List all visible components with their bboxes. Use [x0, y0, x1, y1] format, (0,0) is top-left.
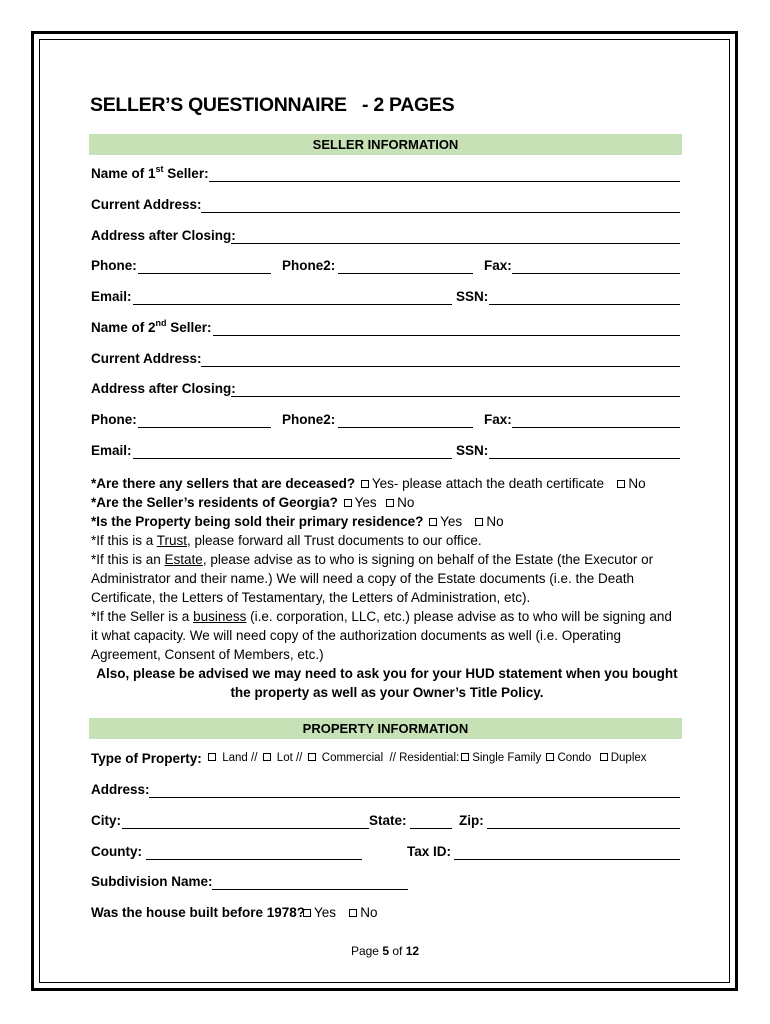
city-state-zip-row	[91, 813, 681, 833]
second-fax-label: Fax:	[484, 412, 512, 427]
second-seller-name-label: Name of 2nd Seller:	[91, 318, 212, 335]
property-type-label: Type of Property:	[91, 751, 202, 766]
business-note-line2: it what capacity. We will need copy of the authorization documents as well (i.e. Operating	[91, 628, 622, 643]
first-ssn-field[interactable]	[489, 304, 680, 305]
built-before-1978-row: Was the house built before 1978? Yes No	[91, 905, 378, 920]
second-current-address-field[interactable]	[201, 366, 680, 367]
second-address-after-closing-label: Address after Closing:	[91, 381, 236, 396]
built-1978-yes-checkbox[interactable]	[303, 909, 311, 917]
trust-note: *If this is a Trust, please forward all Trust documents to our office.	[91, 533, 482, 548]
lot-checkbox[interactable]	[263, 753, 271, 761]
first-email-row	[91, 289, 681, 309]
second-phone-row	[91, 412, 681, 432]
subdivision-row	[91, 874, 681, 894]
single-family-checkbox[interactable]	[461, 753, 469, 761]
second-ssn-label: SSN:	[456, 443, 489, 458]
estate-note-line1: *If this is an Estate, please advise as to who is signing on behalf of the Estate (the Executor or	[91, 552, 654, 567]
first-fax-field[interactable]	[512, 273, 680, 274]
second-current-address-label: Current Address:	[91, 351, 202, 366]
zip-field[interactable]	[487, 828, 680, 829]
second-phone-label: Phone:	[91, 412, 137, 427]
second-address-after-closing-field[interactable]	[231, 396, 680, 397]
second-phone-field[interactable]	[138, 427, 271, 428]
first-current-address-row	[91, 197, 681, 217]
zip-label: Zip:	[459, 813, 484, 828]
deceased-no-checkbox[interactable]	[617, 480, 625, 488]
page-number: Page 5 of 12	[350, 944, 420, 958]
county-taxid-row	[91, 844, 681, 864]
property-address-field[interactable]	[149, 797, 680, 798]
tax-id-field[interactable]	[454, 859, 680, 860]
advise-note-line1: Also, please be advised we may need to ask you for your HUD statement when you bought	[96, 666, 678, 681]
second-ssn-field[interactable]	[489, 458, 680, 459]
georgia-yes-checkbox[interactable]	[344, 499, 352, 507]
subdivision-field[interactable]	[212, 889, 408, 890]
first-seller-name-row	[91, 166, 681, 186]
first-phone-row	[91, 258, 681, 278]
land-checkbox[interactable]	[208, 753, 216, 761]
second-seller-name-field[interactable]	[213, 335, 680, 336]
property-information-header: PROPERTY INFORMATION	[89, 718, 682, 739]
first-phone-field[interactable]	[138, 273, 271, 274]
georgia-resident-question: *Are the Seller’s residents of Georgia? Yes No	[91, 495, 415, 510]
state-field[interactable]	[410, 828, 452, 829]
first-fax-label: Fax:	[484, 258, 512, 273]
first-address-after-closing-field[interactable]	[231, 243, 680, 244]
property-address-label: Address:	[91, 782, 150, 797]
first-current-address-field[interactable]	[201, 212, 680, 213]
built-before-1978-label: Was the house built before 1978?	[91, 905, 306, 920]
first-current-address-label: Current Address:	[91, 197, 202, 212]
county-label: County:	[91, 844, 142, 859]
second-email-row	[91, 443, 681, 463]
city-label: City:	[91, 813, 121, 828]
deceased-question: *Are there any sellers that are deceased? Yes- please attach the death certificate No	[91, 476, 646, 491]
duplex-checkbox[interactable]	[600, 753, 608, 761]
business-note-line1: *If the Seller is a business (i.e. corporation, LLC, etc.) please advise as to who will be signing and	[91, 609, 672, 624]
first-address-after-closing-row	[91, 228, 681, 248]
business-note-line3: Agreement, Consent of Members, etc.)	[91, 647, 324, 662]
first-phone-label: Phone:	[91, 258, 137, 273]
page-title: SELLER’S QUESTIONNAIRE - 2 PAGES	[90, 94, 455, 116]
advise-note-line2: the property as well as your Owner’s Title Policy.	[230, 685, 544, 700]
first-email-label: Email:	[91, 289, 132, 304]
first-seller-name-field[interactable]	[209, 181, 680, 182]
first-phone2-label: Phone2:	[282, 258, 336, 273]
seller-questions	[91, 474, 683, 702]
estate-note-line2: Administrator and their name.) We will need a copy of the Estate documents (i.e. the Death	[91, 571, 635, 586]
first-email-field[interactable]	[133, 304, 452, 305]
first-seller-name-label: Name of 1st Seller:	[91, 164, 209, 181]
second-current-address-row	[91, 351, 681, 371]
state-label: State:	[369, 813, 407, 828]
first-address-after-closing-label: Address after Closing:	[91, 228, 236, 243]
subdivision-label: Subdivision Name:	[91, 874, 213, 889]
second-phone2-field[interactable]	[338, 427, 473, 428]
second-fax-field[interactable]	[512, 427, 680, 428]
second-email-field[interactable]	[133, 458, 452, 459]
first-ssn-label: SSN:	[456, 289, 489, 304]
second-seller-name-row	[91, 320, 681, 340]
built-1978-no-checkbox[interactable]	[349, 909, 357, 917]
condo-checkbox[interactable]	[546, 753, 554, 761]
primary-residence-no-checkbox[interactable]	[475, 518, 483, 526]
tax-id-label: Tax ID:	[407, 844, 452, 859]
second-email-label: Email:	[91, 443, 132, 458]
property-address-row	[91, 782, 681, 802]
commercial-checkbox[interactable]	[308, 753, 316, 761]
first-phone2-field[interactable]	[338, 273, 473, 274]
second-phone2-label: Phone2:	[282, 412, 336, 427]
deceased-yes-checkbox[interactable]	[361, 480, 369, 488]
primary-residence-question: *Is the Property being sold their primary residence? Yes No	[91, 514, 504, 529]
county-field[interactable]	[146, 859, 362, 860]
estate-note-line3: Certificate, the Letters of Testamentary, the Letters of Administration, etc).	[91, 590, 531, 605]
city-field[interactable]	[122, 828, 369, 829]
seller-information-header: SELLER INFORMATION	[89, 134, 682, 155]
georgia-no-checkbox[interactable]	[386, 499, 394, 507]
second-address-after-closing-row	[91, 381, 681, 401]
property-type-row: Type of Property: Land // Lot // Commercial // Residential: Single Family Condo Duplex	[91, 751, 647, 766]
primary-residence-yes-checkbox[interactable]	[429, 518, 437, 526]
